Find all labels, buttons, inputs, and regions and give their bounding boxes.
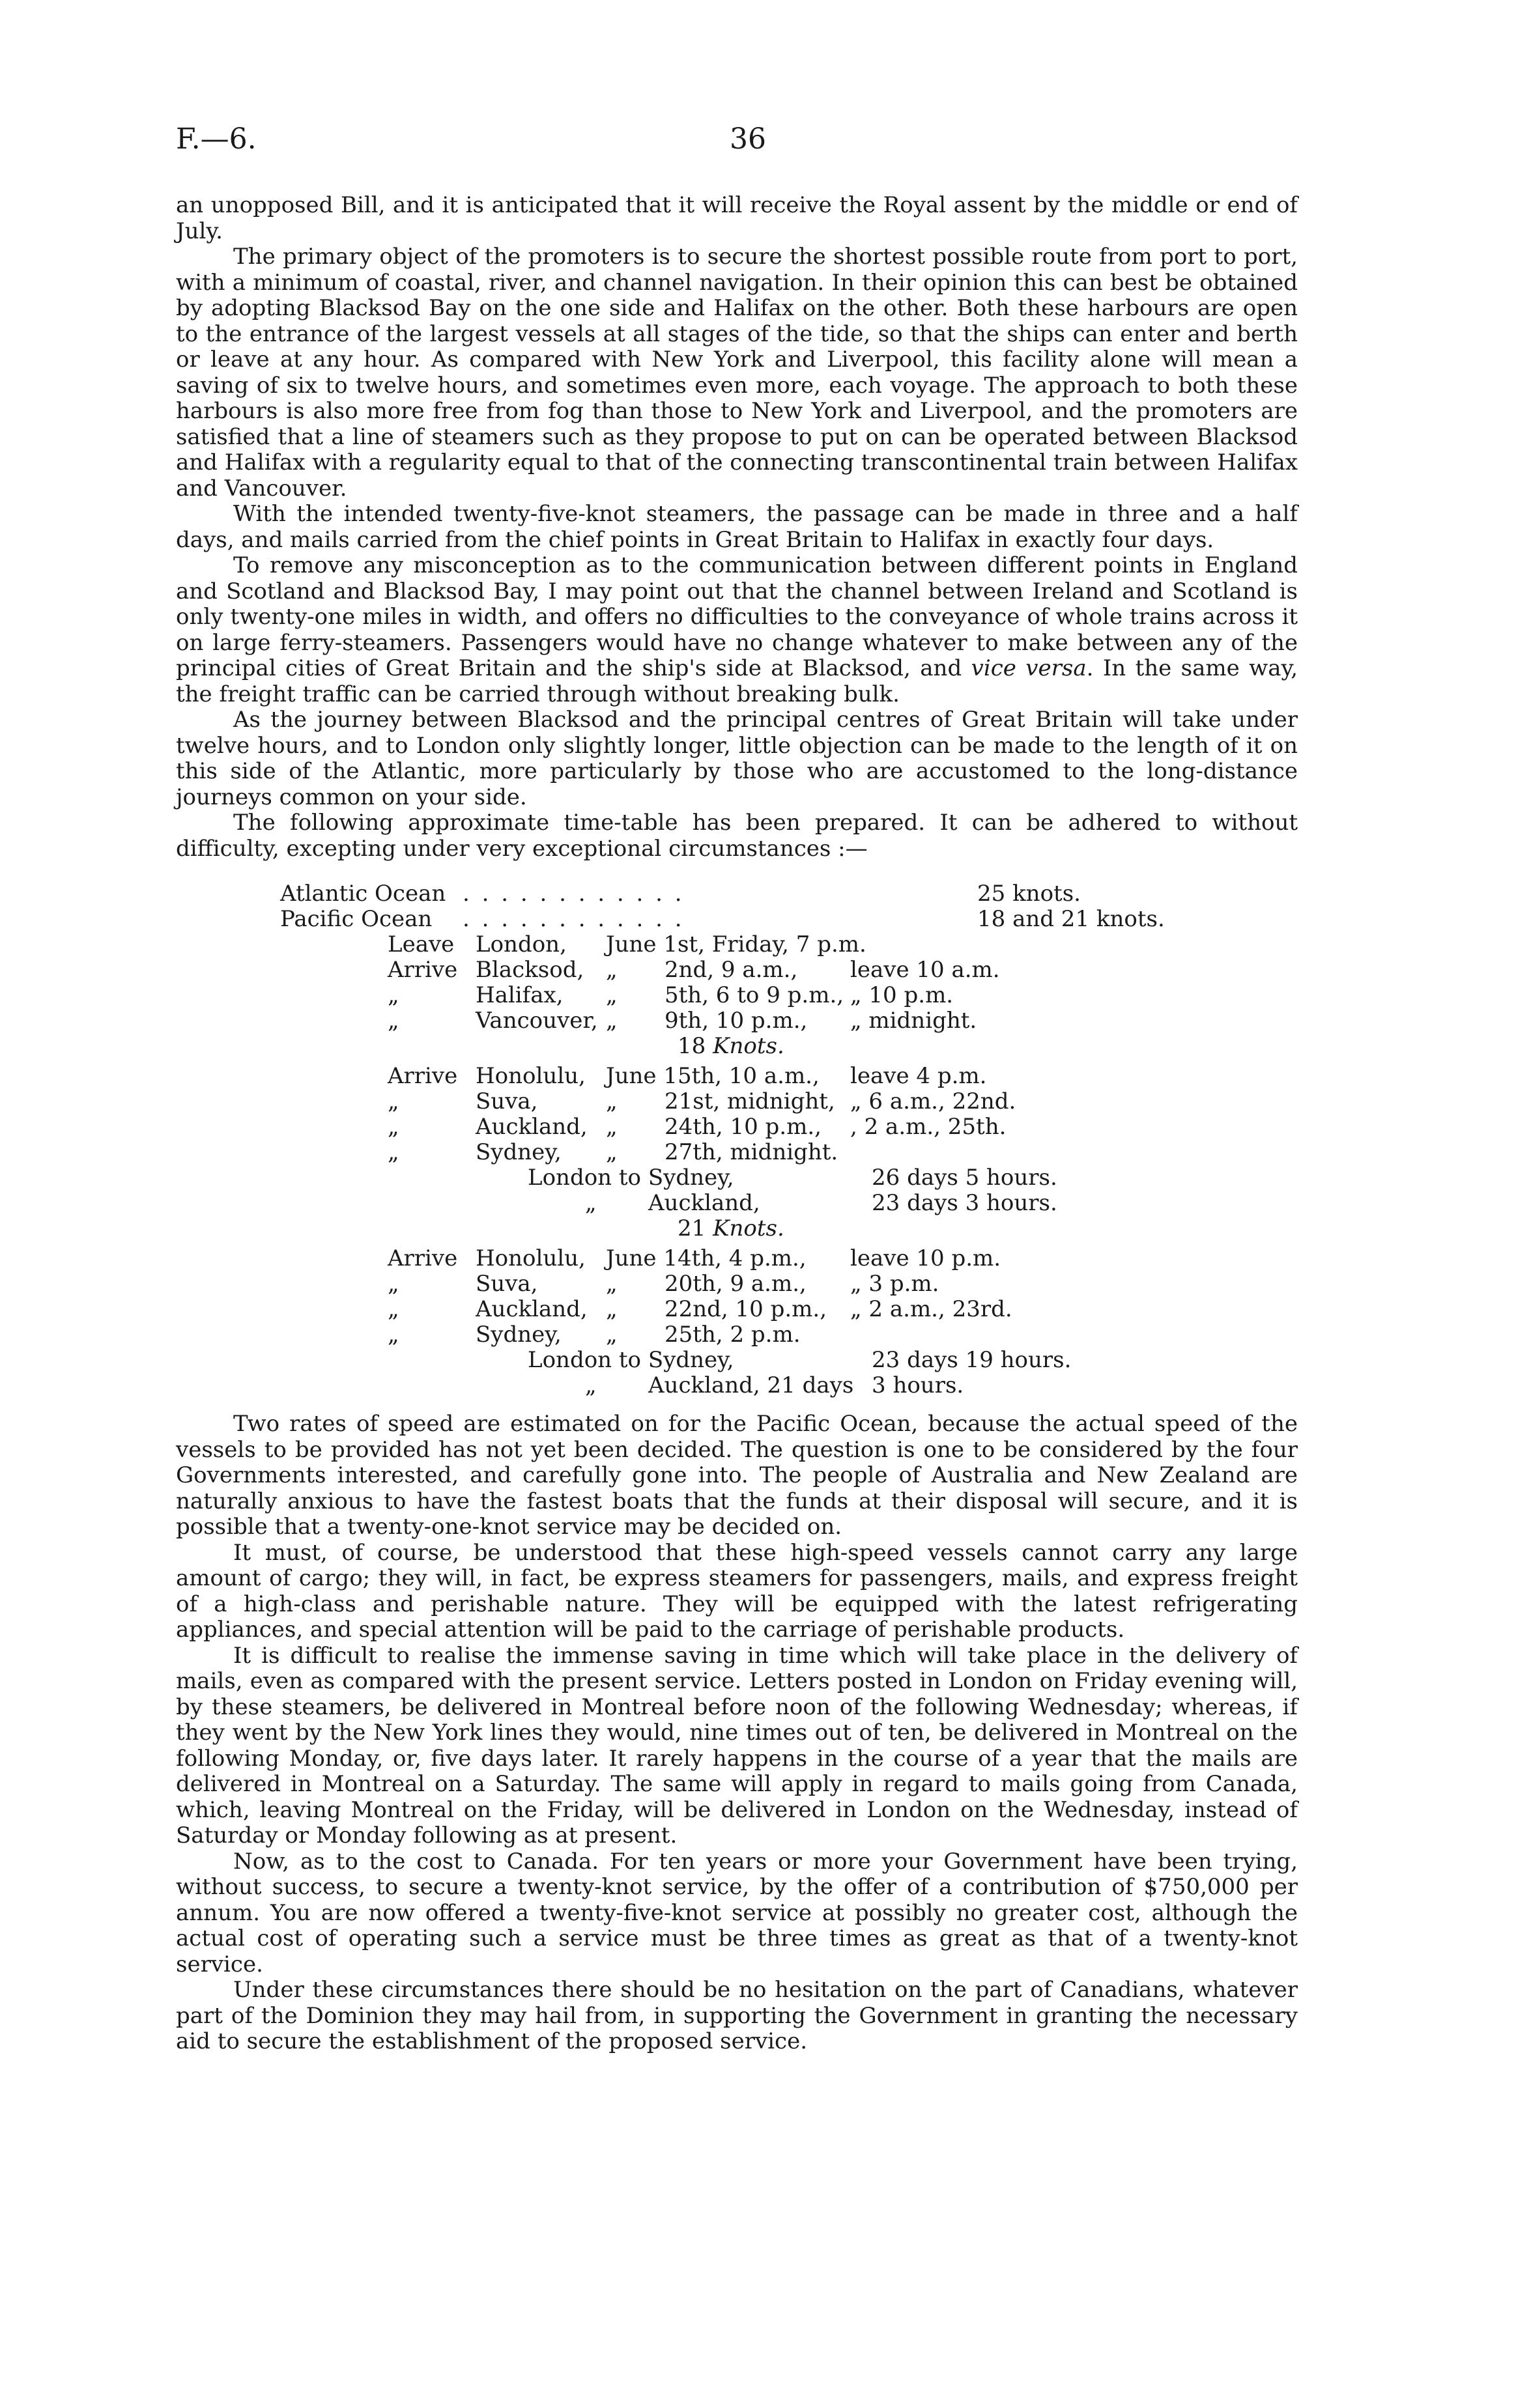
page-number: 36 xyxy=(730,122,766,156)
paragraph: Under these circumstances there should be no hesitation on the part of Canadians, whatever part of the Dominion they may hail from, in supporting the Government in granting the necessary aid to secure the establishment of the proposed service. xyxy=(176,1977,1298,2054)
paragraph: Now, as to the cost to Canada. For ten years or more your Government have been trying, without success, to secure a twenty-knot service, by the offer of a contribution of $750,000 per annum. You are now offered a twenty-five-knot service at possibly no greater cost, although the actual cost of operating such a service must be three times as great as that of a twenty-knot service. xyxy=(176,1848,1298,1977)
paragraph: To remove any misconception as to the communication between different points in England and Scotland and Blacksod Bay, I may point out that the channel between Ireland and Scotland is only twenty-one miles in width, and offers no difficulties to the conveyance of whole trains across it on large ferry-steamers. Passengers would have no change whatever to make between any of the principal cities of Great Britain and the ship's side at Blacksod, and vice versa. In the same way, the freight traffic can be carried through without breaking bulk. xyxy=(176,552,1298,707)
paragraph: With the intended twenty-five-knot steamers, the passage can be made in three and a half days, and mails carried from the chief points in Great Britain to Halifax in exactly four days. xyxy=(176,501,1298,553)
timetable-row: „ Halifax, „ 5th, 6 to 9 p.m., „ 10 p.m. xyxy=(388,982,954,1008)
paragraph: It must, of course, be understood that these high-speed vessels cannot carry any large amount of cargo; they will, in fact, be express steamers for passengers, mails, and express freight of a high-class and perishable nature. They will be equipped with the latest refrigerating appliances, and special attention will be paid to the carriage of perishable products. xyxy=(176,1539,1298,1643)
page-header xyxy=(176,122,1316,175)
journey-summary: London to Sydney, 23 days 19 hours. xyxy=(528,1347,1072,1373)
timetable-first-leg xyxy=(176,932,1298,1034)
timetable-row: Leave London, June 1st, Friday, 7 p.m. xyxy=(388,931,866,957)
journey-summary: „ Auckland, 23 days 3 hours. xyxy=(585,1190,1057,1216)
timetable-row: „ Auckland, „ 22nd, 10 p.m., „ 2 a.m., 23rd. xyxy=(388,1296,1012,1322)
paragraph: The following approximate time-table has been prepared. It can be adhered to without difficulty, excepting under very exceptional circumstances :— xyxy=(176,810,1298,862)
timetable-row: „ Suva, „ 20th, 9 a.m., „ 3 p.m. xyxy=(388,1271,939,1297)
timetable-18-knots xyxy=(176,1064,1298,1216)
paragraph: The primary object of the promoters is to secure the shortest possible route from port to port, with a minimum of coastal, river, and channel navigation. In their opinion this can best be obtained by adopting Blacksod Bay on the one side and Halifax on the other. Both these harbours are open to the entrance of the largest vessels at all stages of the tide, so that the ships can enter and berth or leave at any hour. As compared with New York and Liverpool, this facility alone will mean a saving of six to twelve hours, and sometimes even more, each voyage. The approach to both these harbours is also more free from fog than those to New York and Liverpool, and the promoters are satisfied that a line of steamers such as they propose to put on can be operated between Blacksod and Halifax with a regularity equal to that of the connecting transcontinental train between Halifax and Vancouver. xyxy=(176,244,1298,502)
paragraph: It is difficult to realise the immense saving in time which will take place in the delivery of mails, even as compared with the present service. Letters posted in London on Friday evening will, by these steamers, be delivered in Montreal before noon of the following Wednesday; whereas, if they went by the New York lines they would, nine times out of ten, be delivered in Montreal on the following Monday, or, five days later. It rarely happens in the course of a year that the mails are delivered in Montreal on a Saturday. The same will apply in regard to mails going from Canada, which, leaving Montreal on the Friday, will be delivered in London on the Wednesday, instead of Saturday or Monday following as at present. xyxy=(176,1642,1298,1848)
timetable-row: „ Auckland, „ 24th, 10 p.m., , 2 a.m., 25th. xyxy=(388,1114,1007,1140)
timetable-row: Arrive Honolulu, June 14th, 4 p.m., leave 10 p.m. xyxy=(388,1245,1001,1271)
paragraph: As the journey between Blacksod and the principal centres of Great Britain will take under twelve hours, and to London only slightly longer, little objection can be made to the length of it on this side of the Atlantic, more particularly by those who are accustomed to the long-distance journeys common on your side. xyxy=(176,707,1298,810)
speed-row: Atlantic Ocean . . . . . . . . . . . . 25 knots. xyxy=(280,881,1081,907)
section-heading-18-knots: 18 Knots. xyxy=(678,1033,784,1059)
paragraph: Two rates of speed are estimated on for the Pacific Ocean, because the actual speed of the vessels to be provided has not yet been decided. The question is one to be considered by the four Governments interested, and carefully gone into. The people of Australia and New Zealand are naturally anxious to have the fastest boats that the funds at their disposal will secure, and it is possible that a twenty-one-knot service may be decided on. xyxy=(176,1411,1298,1540)
timetable-row: Arrive Honolulu, June 15th, 10 a.m., leave 4 p.m. xyxy=(388,1063,987,1089)
document-id: F.—6. xyxy=(176,122,257,156)
timetable-row: „ Sydney, „ 27th, midnight. xyxy=(388,1139,838,1165)
timetable-row: „ Vancouver, „ 9th, 10 p.m., „ midnight. xyxy=(388,1008,977,1034)
journey-summary: „ Auckland, 21 days 3 hours. xyxy=(585,1372,964,1398)
timetable-21-knots xyxy=(176,1246,1298,1398)
body-text xyxy=(176,193,1298,2055)
speed-table xyxy=(280,881,1199,932)
timetable-row: Arrive Blacksod, „ 2nd, 9 a.m., leave 10 a.m. xyxy=(388,957,1000,983)
paragraph: an unopposed Bill, and it is anticipated that it will receive the Royal assent by the middle or end of July. xyxy=(176,192,1298,244)
section-heading-21-knots: 21 Knots. xyxy=(678,1215,784,1241)
timetable-row: „ Suva, „ 21st, midnight, „ 6 a.m., 22nd. xyxy=(388,1088,1016,1114)
speed-row: Pacific Ocean . . . . . . . . . . . . 18 and 21 knots. xyxy=(280,906,1165,932)
italic-phrase: vice versa xyxy=(971,655,1087,681)
timetable-row: „ Sydney, „ 25th, 2 p.m. xyxy=(388,1322,801,1348)
journey-summary: London to Sydney, 26 days 5 hours. xyxy=(528,1165,1057,1191)
